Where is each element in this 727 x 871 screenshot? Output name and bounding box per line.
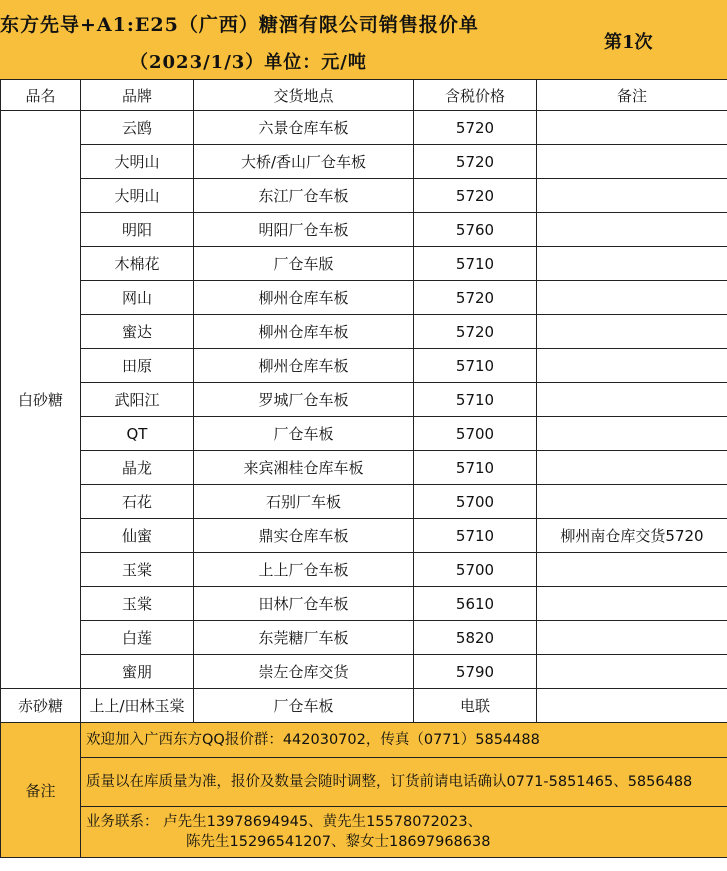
- product-name-cell: 白砂糖: [1, 111, 81, 689]
- column-header: 品牌: [81, 80, 194, 111]
- remark-cell: [537, 111, 727, 145]
- delivery-place-cell: 厂仓车板: [194, 417, 414, 451]
- contact-line: 业务联系： 卢先生13978694945、黄先生15578072023、: [86, 814, 483, 830]
- table-row: [1, 621, 727, 655]
- delivery-place-cell: 来宾湘桂仓库车板: [194, 451, 414, 485]
- remark-cell: [537, 451, 727, 485]
- table-row: [1, 587, 727, 621]
- price-cell: 5710: [414, 247, 537, 281]
- price-cell: 5760: [414, 213, 537, 247]
- table-row: [1, 213, 727, 247]
- product-name-cell: 赤砂糖: [1, 689, 81, 723]
- delivery-place-cell: 柳州仓库车板: [194, 315, 414, 349]
- remark-cell: [537, 349, 727, 383]
- brand-cell: 蜜达: [81, 315, 194, 349]
- table-row: [1, 349, 727, 383]
- price-cell: 5720: [414, 145, 537, 179]
- sheet-title: 东方先导+A1:E25（广西）糖酒有限公司销售报价单: [0, 14, 479, 36]
- price-cell: 5700: [414, 485, 537, 519]
- issue-number: 第1次: [604, 32, 653, 53]
- delivery-place-cell: 崇左仓库交货: [194, 655, 414, 689]
- price-cell: 5720: [414, 111, 537, 145]
- table-row: [1, 451, 727, 485]
- delivery-place-cell: 厂仓车板: [194, 689, 414, 723]
- table-row: [1, 281, 727, 315]
- delivery-place-cell: 明阳厂仓车板: [194, 213, 414, 247]
- price-cell: 5610: [414, 587, 537, 621]
- delivery-place-cell: 罗城厂仓车板: [194, 383, 414, 417]
- price-cell: 5710: [414, 519, 537, 553]
- remark-cell: [537, 247, 727, 281]
- brand-cell: QT: [81, 417, 194, 451]
- brand-cell: 蜜朋: [81, 655, 194, 689]
- price-cell: 电联: [414, 689, 537, 723]
- remark-cell: [537, 621, 727, 655]
- table-row: [1, 145, 727, 179]
- notes-row: [1, 807, 727, 858]
- column-header: 含税价格: [414, 80, 537, 111]
- price-table: [0, 79, 727, 858]
- notes-text: [81, 807, 727, 858]
- contact-line: 陈先生15296541207、黎女士18697968638: [186, 834, 491, 850]
- remark-cell: [537, 281, 727, 315]
- brand-cell: 玉棠: [81, 587, 194, 621]
- remark-cell: [537, 655, 727, 689]
- brand-cell: 石花: [81, 485, 194, 519]
- table-row: [1, 417, 727, 451]
- table-row: [1, 383, 727, 417]
- price-cell: 5710: [414, 383, 537, 417]
- remark-cell: 柳州南仓库交货5720: [537, 519, 727, 553]
- notes-row: [1, 723, 727, 758]
- table-row: [1, 485, 727, 519]
- column-header: 交货地点: [194, 80, 414, 111]
- price-cell: 5700: [414, 417, 537, 451]
- remark-cell: [537, 213, 727, 247]
- price-cell: 5710: [414, 349, 537, 383]
- remark-cell: [537, 417, 727, 451]
- delivery-place-cell: 大桥/香山厂仓车板: [194, 145, 414, 179]
- delivery-place-cell: 六景仓库车板: [194, 111, 414, 145]
- brand-cell: 大明山: [81, 145, 194, 179]
- brand-cell: 玉棠: [81, 553, 194, 587]
- sheet-subtitle: （2023/1/3）单位：元/吨: [130, 52, 367, 73]
- brand-cell: 白莲: [81, 621, 194, 655]
- brand-cell: 网山: [81, 281, 194, 315]
- price-cell: 5720: [414, 179, 537, 213]
- brand-cell: 晶龙: [81, 451, 194, 485]
- remark-cell: [537, 179, 727, 213]
- notes-text: 质量以在库质量为准，报价及数量会随时调整，订货前请电话确认0771-5851465、5856488: [81, 758, 727, 807]
- table-header-row: [1, 80, 727, 111]
- price-cell: 5820: [414, 621, 537, 655]
- brand-cell: 云鸥: [81, 111, 194, 145]
- delivery-place-cell: 石别厂车板: [194, 485, 414, 519]
- remark-cell: [537, 485, 727, 519]
- delivery-place-cell: 东江厂仓车板: [194, 179, 414, 213]
- delivery-place-cell: 东莞糖厂车板: [194, 621, 414, 655]
- remark-cell: [537, 315, 727, 349]
- brand-cell: 木棉花: [81, 247, 194, 281]
- brand-cell: 仙蜜: [81, 519, 194, 553]
- delivery-place-cell: 柳州仓库车板: [194, 281, 414, 315]
- delivery-place-cell: 厂仓车版: [194, 247, 414, 281]
- brand-cell: 明阳: [81, 213, 194, 247]
- remark-cell: [537, 145, 727, 179]
- remark-cell: [537, 689, 727, 723]
- table-row: [1, 519, 727, 553]
- remark-cell: [537, 587, 727, 621]
- price-cell: 5720: [414, 281, 537, 315]
- notes-text: 欢迎加入广西东方QQ报价群：442030702，传真（0771）5854488: [81, 723, 727, 758]
- price-cell: 5710: [414, 451, 537, 485]
- delivery-place-cell: 柳州仓库车板: [194, 349, 414, 383]
- brand-cell: 大明山: [81, 179, 194, 213]
- price-cell: 5700: [414, 553, 537, 587]
- brand-cell: 武阳江: [81, 383, 194, 417]
- remark-cell: [537, 553, 727, 587]
- delivery-place-cell: 上上厂仓车板: [194, 553, 414, 587]
- table-row: [1, 655, 727, 689]
- table-row: [1, 315, 727, 349]
- column-header: 备注: [537, 80, 727, 111]
- sheet-header: [0, 0, 727, 79]
- price-cell: 5720: [414, 315, 537, 349]
- table-row: [1, 247, 727, 281]
- column-header: 品名: [1, 80, 81, 111]
- table-row: [1, 553, 727, 587]
- table-row: [1, 111, 727, 145]
- notes-label: 备注: [1, 723, 81, 858]
- price-cell: 5790: [414, 655, 537, 689]
- table-row: [1, 689, 727, 723]
- brand-cell: 上上/田林玉棠: [81, 689, 194, 723]
- brand-cell: 田原: [81, 349, 194, 383]
- delivery-place-cell: 鼎实仓库车板: [194, 519, 414, 553]
- table-row: [1, 179, 727, 213]
- notes-row: [1, 758, 727, 807]
- remark-cell: [537, 383, 727, 417]
- delivery-place-cell: 田林厂仓车板: [194, 587, 414, 621]
